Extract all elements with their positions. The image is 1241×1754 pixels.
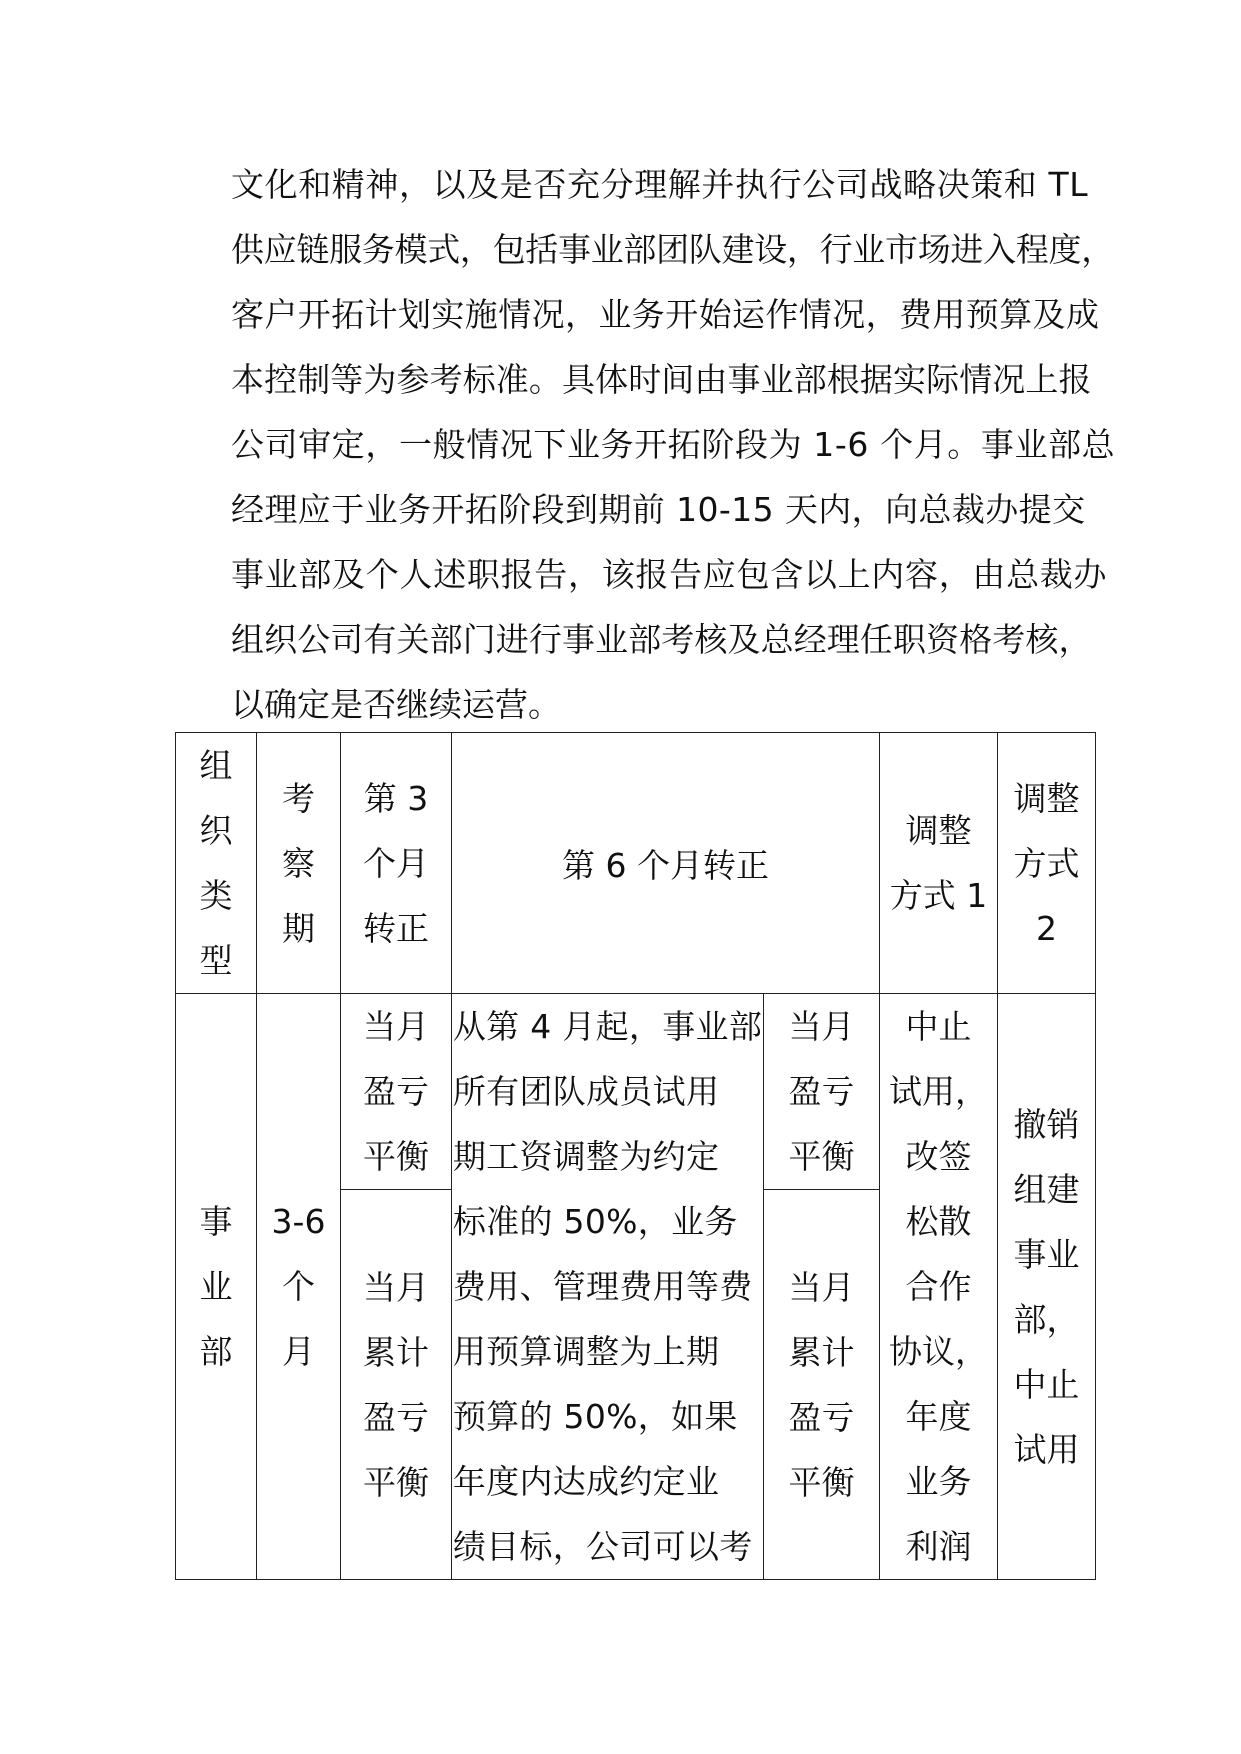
paragraph-line: 事业部及个人述职报告，该报告应包含以上内容，由总裁办 — [231, 555, 1108, 594]
cell-month6-description-line: 年度内达成约定业 — [452, 1462, 720, 1501]
cell-month3-cumulative-line: 平衡 — [363, 1462, 429, 1502]
header-month6-label: 第 6 个月转正 — [562, 845, 769, 885]
cell-month6-cumulative-line: 当月 — [788, 1267, 855, 1307]
header-period-char: 期 — [282, 908, 315, 948]
cell-month6-description-line: 期工资调整为约定 — [452, 1137, 720, 1176]
cell-org-type-char: 事 — [199, 1202, 233, 1241]
header-adjust1 — [880, 733, 998, 994]
cell-adjust1-line: 合作 — [905, 1267, 972, 1306]
paragraph-line: 组织公司有关部门进行事业部考核及总经理任职资格考核， — [231, 620, 1092, 659]
cell-month3-balance-line: 平衡 — [363, 1137, 429, 1176]
header-org-type — [176, 733, 257, 994]
paragraph-line: 本控制等为参考标准。具体时间由事业部根据实际情况上报 — [231, 360, 1092, 399]
cell-period — [257, 994, 341, 1580]
cell-month6-description — [452, 994, 764, 1580]
paragraph-line: 客户开拓计划实施情况，业务开始运作情况，费用预算及成 — [231, 295, 1100, 334]
cell-adjust2-line: 事业 — [1013, 1234, 1080, 1274]
header-period-char: 察 — [282, 843, 315, 883]
header-adjust2-line: 2 — [1036, 908, 1057, 948]
cell-adjust2-line: 撤销 — [1013, 1104, 1080, 1144]
paragraph-line: 以确定是否继续运营。 — [231, 685, 561, 724]
trial-period-table — [175, 732, 1096, 1580]
cell-month3-cumulative-balance — [341, 1190, 452, 1580]
cell-org-type — [176, 994, 257, 1580]
paragraph-line: 公司审定，一般情况下业务开拓阶段为 1-6 个月。事业部总 — [231, 425, 1116, 464]
header-period — [257, 733, 341, 994]
paragraph-line: 供应链服务模式，包括事业部团队建设，行业市场进入程度， — [231, 230, 1114, 269]
cell-period-line: 月 — [282, 1332, 315, 1371]
cell-adjust1-line: 业务 — [905, 1462, 972, 1501]
paragraph-line: 经理应于业务开拓阶段到期前 10-15 天内，向总裁办提交 — [231, 490, 1086, 529]
cell-month6-balance-line: 平衡 — [788, 1137, 855, 1176]
cell-period-line: 3-6 — [271, 1202, 326, 1241]
header-adjust1-line: 调整 — [905, 811, 972, 850]
data-row-top — [176, 994, 1096, 1190]
header-org-type-char: 组 — [199, 746, 233, 785]
cell-month3-balance-line: 当月 — [363, 1007, 429, 1046]
header-month3 — [341, 733, 452, 994]
cell-month6-description-line: 绩目标，公司可以考 — [452, 1527, 753, 1566]
cell-adjust1-line: 利润 — [905, 1527, 972, 1566]
header-period-char: 考 — [282, 778, 315, 818]
paragraph-line: 文化和精神，以及是否充分理解并执行公司战略决策和 TL — [231, 165, 1089, 204]
cell-month3-balance-line: 盈亏 — [363, 1072, 429, 1111]
cell-adjust2-line: 部， — [1013, 1299, 1080, 1339]
cell-month6-description-line: 所有团队成员试用 — [452, 1072, 720, 1111]
header-adjust2 — [998, 733, 1096, 994]
header-adjust2-line: 方式 — [1013, 843, 1080, 883]
cell-month3-cumulative-line: 当月 — [363, 1267, 429, 1307]
cell-adjust1-line: 年度 — [905, 1397, 972, 1436]
cell-month6-balance-line: 盈亏 — [788, 1072, 855, 1111]
cell-adjust1-line: 松散 — [905, 1202, 972, 1241]
cell-month6-balance-line: 当月 — [788, 1007, 855, 1046]
header-org-type-char: 类 — [199, 876, 233, 915]
cell-adjust2-line: 组建 — [1013, 1169, 1080, 1209]
header-adjust1-line: 方式 1 — [889, 876, 988, 915]
cell-month6-description-line: 费用、管理费用等费 — [452, 1267, 753, 1306]
cell-month3-balance — [341, 994, 452, 1190]
header-month3-line: 个月 — [363, 843, 429, 883]
cell-adjust2 — [998, 994, 1096, 1580]
cell-month6-balance — [764, 994, 880, 1190]
cell-adjust2-line: 中止 — [1013, 1364, 1080, 1404]
header-org-type-char: 型 — [199, 941, 233, 980]
cell-month6-description-line: 标准的 50%，业务 — [452, 1202, 738, 1241]
cell-month6-cumulative-line: 累计 — [788, 1332, 855, 1372]
cell-month6-description-line: 用预算调整为上期 — [452, 1332, 720, 1371]
cell-adjust1 — [880, 994, 998, 1580]
cell-adjust1-line: 中止 — [905, 1007, 972, 1046]
cell-adjust2-line: 试用 — [1013, 1429, 1080, 1469]
header-adjust2-line: 调整 — [1013, 778, 1080, 818]
cell-month6-cumulative-line: 平衡 — [788, 1462, 855, 1502]
header-month3-line: 转正 — [363, 908, 429, 948]
cell-period-line: 个 — [282, 1267, 315, 1306]
cell-adjust1-line: 协议， — [889, 1332, 988, 1371]
cell-month6-description-line: 从第 4 月起，事业部 — [452, 1007, 763, 1046]
cell-adjust1-line: 试用， — [889, 1072, 988, 1111]
cell-month3-cumulative-line: 盈亏 — [363, 1397, 429, 1437]
cell-adjust1-line: 改签 — [905, 1137, 972, 1176]
cell-org-type-char: 业 — [199, 1267, 233, 1306]
header-org-type-char: 织 — [199, 811, 233, 850]
cell-org-type-char: 部 — [199, 1332, 233, 1371]
cell-month6-cumulative-line: 盈亏 — [788, 1397, 855, 1437]
header-month3-line: 第 3 — [363, 778, 429, 818]
body-paragraph — [231, 152, 1116, 737]
cell-month6-description-line: 预算的 50%，如果 — [452, 1397, 738, 1436]
cell-month6-cumulative-balance — [764, 1190, 880, 1580]
cell-month3-cumulative-line: 累计 — [363, 1332, 429, 1372]
header-month6 — [452, 733, 880, 994]
header-row — [176, 733, 1096, 994]
